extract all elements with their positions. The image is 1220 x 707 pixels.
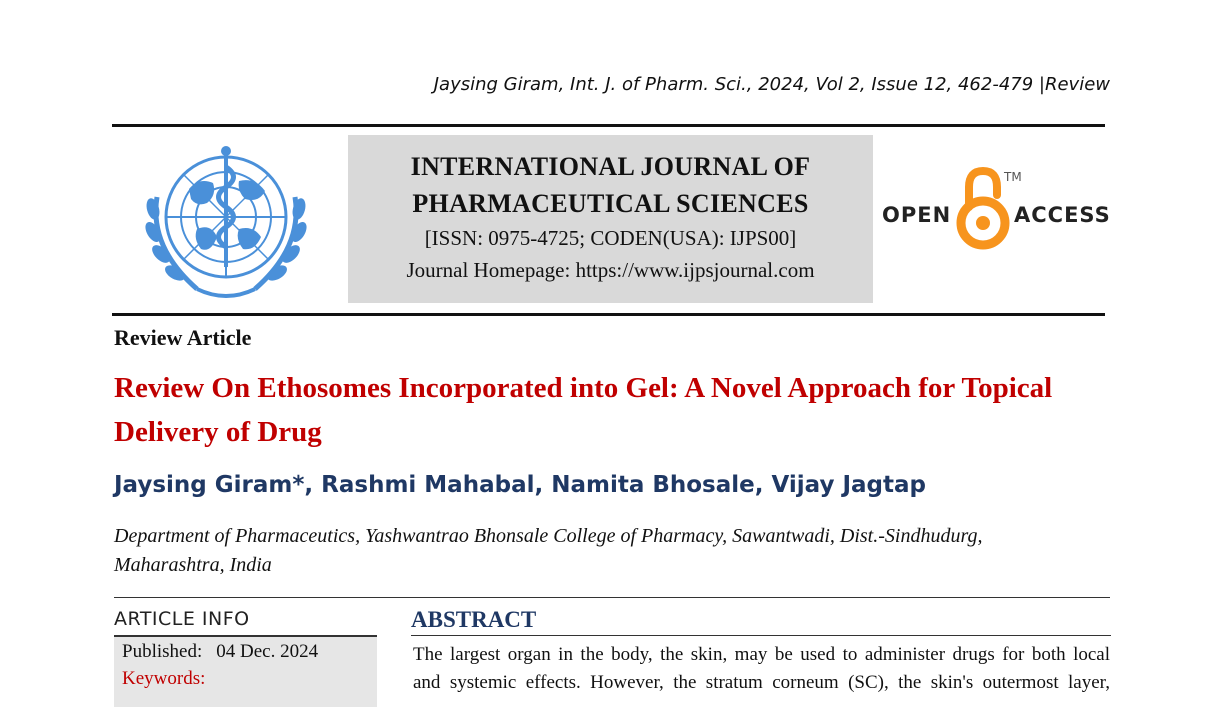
abstract-body	[413, 641, 1110, 697]
abstract-line1: The largest organ in the body, the skin, may be used to administer drugs for both local	[413, 644, 1110, 665]
open-access-lock-icon	[956, 165, 1010, 251]
section-divider	[114, 597, 1110, 598]
author-list: Jaysing Giram*, Rashmi Mahabal, Namita Bhosale, Vijay Jagtap	[114, 472, 926, 498]
article-info-heading: ARTICLE INFO	[114, 608, 250, 630]
running-head: Jaysing Giram, Int. J. of Pharm. Sci., 2024, Vol 2, Issue 12, 462-479 |Review	[433, 74, 1110, 95]
article-title: Review On Ethosomes Incorporated into Gel: A Novel Approach for Topical Delivery of Drug	[114, 372, 1053, 448]
journal-issn: [ISSN: 0975-4725; CODEN(USA): IJPS00]	[424, 226, 797, 250]
open-access-left-text: OPEN	[882, 203, 952, 227]
article-info-box	[114, 637, 377, 707]
affiliation-line2: Maharashtra, India	[114, 554, 272, 576]
journal-title-line1: INTERNATIONAL JOURNAL OF	[410, 152, 811, 181]
open-access-logo	[878, 165, 1111, 253]
abstract-heading: ABSTRACT	[411, 607, 537, 632]
published-label: Published:	[122, 641, 203, 662]
header-rule-top	[112, 124, 1105, 127]
abstract-line2: and systemic effects. However, the stratum corneum (SC), the skin's outermost layer,	[413, 672, 1110, 693]
header-rule-bottom	[112, 313, 1105, 316]
journal-homepage: Journal Homepage: https://www.ijpsjournal.com	[406, 258, 815, 282]
affiliation	[114, 522, 1094, 580]
journal-masthead	[348, 135, 873, 303]
journal-title	[348, 148, 873, 222]
abstract-rule	[411, 635, 1111, 636]
journal-title-line2: PHARMACEUTICAL SCIENCES	[412, 189, 809, 218]
open-access-right-text: ACCESS	[1014, 203, 1111, 227]
trademark-mark: TM	[1004, 170, 1022, 184]
affiliation-line1: Department of Pharmaceutics, Yashwantrao Bhonsale College of Pharmacy, Sawantwadi, Dist.-Sindhudurg,	[114, 525, 983, 547]
keywords-label: Keywords:	[122, 668, 206, 689]
journal-emblem-icon	[127, 137, 325, 305]
published-date: 04 Dec. 2024	[216, 641, 319, 662]
published-row	[122, 641, 318, 663]
article-type: Review Article	[114, 325, 252, 350]
